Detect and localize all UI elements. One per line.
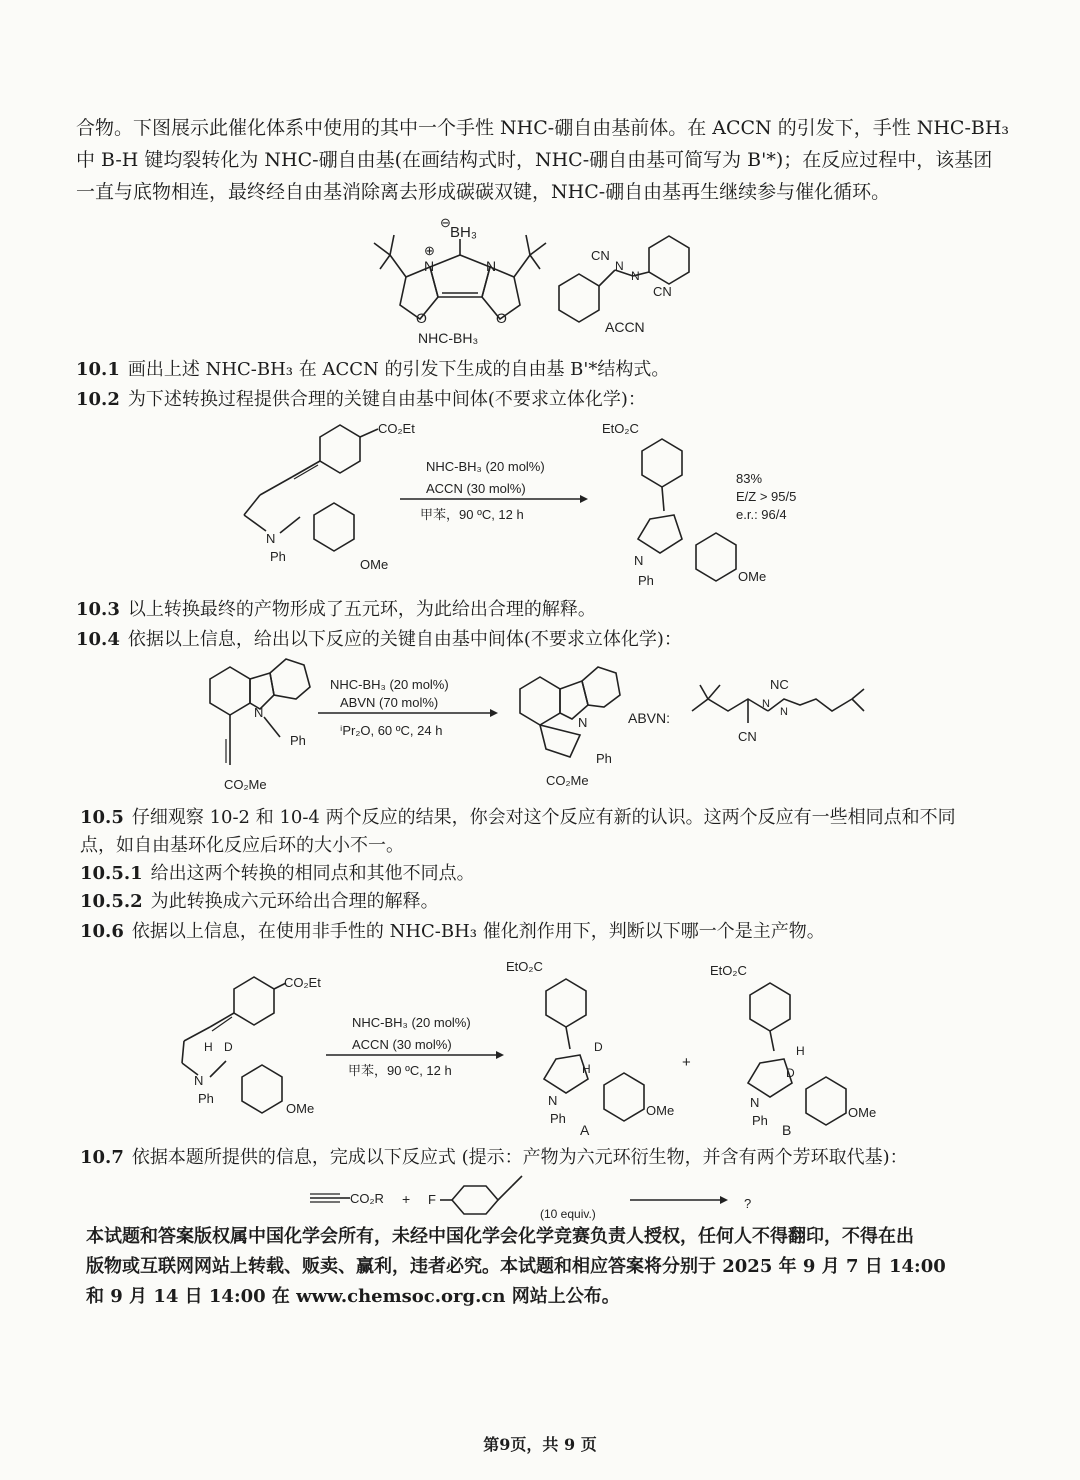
rxn3-plus: + [682,1054,691,1071]
rxn4-f: F [428,1192,436,1207]
rxn1-cond-2: ACCN (30 mol%) [426,481,526,496]
reaction-10-7-scheme [300,1176,780,1226]
reaction-10-2-scheme [230,415,850,595]
rxn4-co2r: CO₂R [350,1191,384,1206]
accn-structure [555,230,705,340]
plus-charge: ⊕ [424,243,435,258]
prodA-n: N [548,1093,558,1108]
rxn3-cond-2: ACCN (30 mol%) [352,1037,452,1052]
abvn-label: ABVN: [628,710,671,726]
rxn3-cond-1: NHC-BH₃ (20 mol%) [352,1015,471,1030]
sm3-d: D [224,1040,233,1054]
reaction-10-6-scheme [170,955,910,1140]
abvn-n1: N [762,698,770,710]
prodA-eto2c: EtO₂C [506,959,543,974]
sm3-n: N [194,1073,204,1088]
question-10-5-1: 10.5.1 给出这两个转换的相同点和其他不同点。 [80,863,475,884]
sm1-ome: OMe [360,557,389,572]
sm2-ph: Ph [290,733,306,748]
rxn1-cond-3: 甲苯，90 ºC, 12 h [420,507,524,522]
sm1-n: N [266,531,276,546]
question-10-3: 10.3 以上转换最终的产物形成了五元环，为此给出合理的解释。 [76,599,596,620]
copyright-line-3: 和 9 月 14 日 14:00 在 www.chemsoc.org.cn 网站上公布。 [86,1286,620,1307]
copyright-line-2: 版物或互联网网站上转载、贩卖、赢利，违者必究。本试题和相应答案将分别于 2025 年 9 月 7 日 14:00 [86,1256,946,1277]
rxn2-cond-1: NHC-BH₃ (20 mol%) [330,677,449,692]
prodB-eto2c: EtO₂C [710,963,747,978]
question-10-5: 10.5 仔细观察 10-2 和 10-4 两个反应的结果，你会对这个反应有新的认识。这两个反应有一些相同点和不同 [80,807,956,828]
o-left-label: O [416,310,427,326]
prod1-ome: OMe [738,569,767,584]
sm3-co2et: CO₂Et [284,975,321,990]
intro-line-3: 一直与底物相连，最终经自由基消除离去形成碳碳双键，NHC-硼自由基再生继续参与催化循环。 [76,181,891,203]
accn-cn-left: CN [591,248,610,263]
prodA-ome: OMe [646,1103,675,1118]
prodB-d: D [786,1066,795,1080]
question-10-1: 10.1 画出上述 NHC-BH₃ 在 ACCN 的引发下生成的自由基 B'*结构式。 [76,359,670,380]
rxn1-ez-ratio: E/Z > 95/5 [736,489,797,504]
prod2-ph: Ph [596,751,612,766]
o-right-label: O [496,310,507,326]
rxn4-product: ? [744,1196,752,1211]
nhc-bh3-caption: NHC-BH₃ [418,330,479,346]
intro-line-2: 中 B-H 键均裂转化为 NHC-硼自由基(在画结构式时，NHC-硼自由基可简写为 B'*)；在反应过程中，该基团 [76,149,993,171]
n-left-label: N [424,258,435,274]
abvn-n2: N [780,706,788,718]
question-10-5-cont: 点，如自由基环化反应后环的大小不一。 [80,835,404,856]
sm3-ome: OMe [286,1101,315,1116]
accn-cn-right: CN [653,284,672,299]
minus-charge: ⊖ [440,215,451,230]
prod2-n: N [578,715,588,730]
rxn3-cond-3: 甲苯，90 ºC, 12 h [348,1063,452,1078]
prodA-ph: Ph [550,1111,566,1126]
bh3-label: BH₃ [450,224,477,241]
rxn2-cond-2: ABVN (70 mol%) [340,695,439,710]
prod2-co2me: CO₂Me [546,773,589,788]
copyright-line-1: 本试题和答案版权属中国化学会所有，未经中国化学会化学竞赛负责人授权，任何人不得翻印，不得在出 [86,1226,914,1247]
prod1-ph: Ph [638,573,654,588]
sm1-co2et: CO₂Et [378,421,415,436]
question-10-7: 10.7 依据本题所提供的信息，完成以下反应式 (提示：产物为六元环衍生物，并含有两个芳环取代基)： [80,1147,908,1168]
accn-caption: ACCN [605,319,645,335]
question-10-5-2: 10.5.2 为此转换成六元环给出合理的解释。 [80,891,439,912]
accn-n1: N [615,259,624,273]
abvn-nc: NC [770,677,789,692]
intro-line-1: 合物。下图展示此催化体系中使用的其中一个手性 NHC-硼自由基前体。在 ACCN 的引发下，手性 NHC-BH₃ [76,117,1010,139]
prodA-label: A [580,1122,590,1138]
rxn1-cond-1: NHC-BH₃ (20 mol%) [426,459,545,474]
prodB-ome: OMe [848,1105,877,1120]
sm2-co2me: CO₂Me [224,777,267,792]
sm1-ph: Ph [270,549,286,564]
nhc-bh3-structure [360,215,560,345]
rxn4-equiv: (10 equiv.) [540,1207,596,1221]
accn-n2: N [631,269,640,283]
sm3-h: H [204,1040,213,1054]
page-footer: 第9页，共 9 页 [483,1435,597,1454]
prod1-eto2c: EtO₂C [602,421,639,436]
prodB-n: N [750,1095,760,1110]
n-right-label: N [486,258,497,274]
sm3-ph: Ph [198,1091,214,1106]
prodB-h: H [796,1044,805,1058]
prodA-h: H [582,1062,591,1076]
rxn1-yield: 83% [736,471,763,486]
reaction-10-4-scheme [200,655,880,795]
rxn4-plus: + [402,1191,411,1207]
question-10-6: 10.6 依据以上信息，在使用非手性的 NHC-BH₃ 催化剂作用下，判断以下哪一个是主产物。 [80,921,825,942]
abvn-cn: CN [738,729,757,744]
prodA-d: D [594,1040,603,1054]
prod1-n: N [634,553,644,568]
prodB-label: B [782,1122,792,1138]
question-10-2: 10.2 为下述转换过程提供合理的关键自由基中间体(不要求立体化学)： [76,389,646,410]
rxn2-cond-3: ⁱPr₂O, 60 ºC, 24 h [340,723,443,738]
sm2-n: N [254,705,264,720]
prodB-ph: Ph [752,1113,768,1128]
question-10-4: 10.4 依据以上信息，给出以下反应的关键自由基中间体(不要求立体化学)： [76,629,682,650]
rxn1-er: e.r.: 96/4 [736,507,787,522]
